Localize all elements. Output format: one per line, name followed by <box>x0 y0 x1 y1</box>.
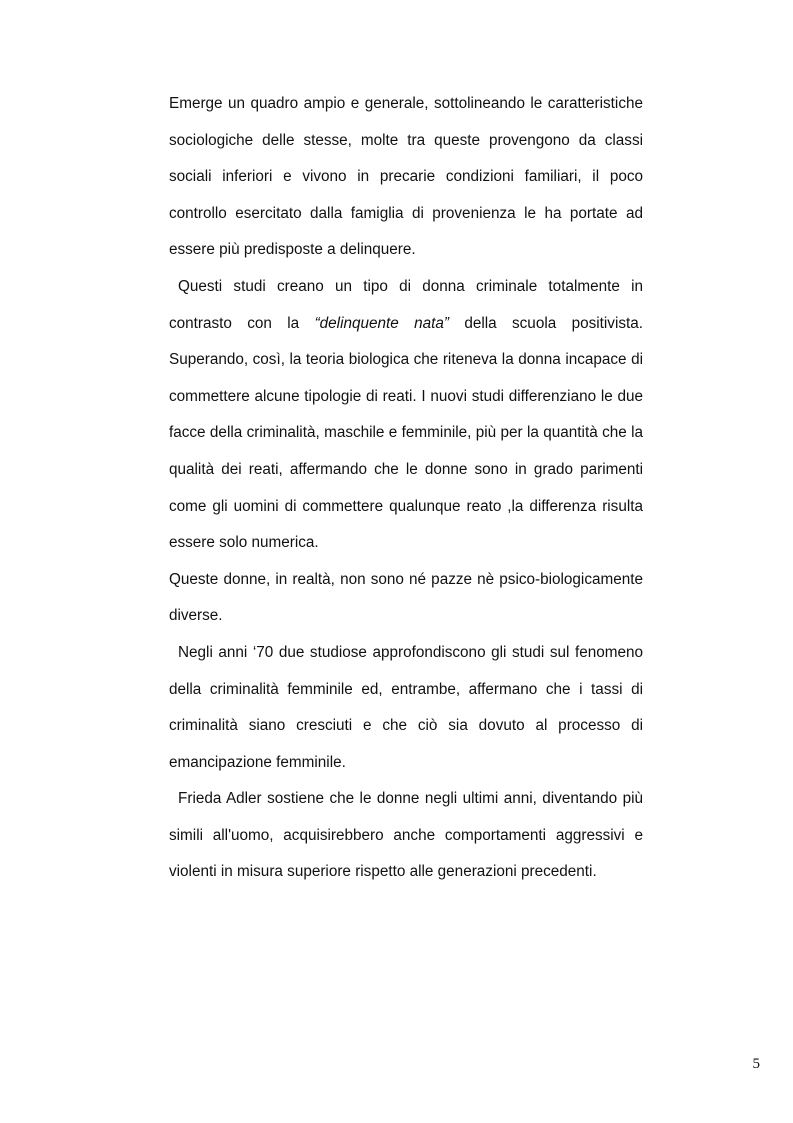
paragraph-2-after: della scuola positivista. Superando, così, la teoria biologica che riteneva la donna incapace di commettere alcune tipologie di reati. I nuovi studi differenziano le due facce della criminalità, maschile e femminile, più per la quantità che la qualità dei reati, affermando che le donne sono in grado parimenti come gli uomini di commettere qualunque reato ,la differenza risulta essere solo numerica. <box>169 314 643 552</box>
delinquente-nata-emphasis: “delinquente nata” <box>314 314 449 332</box>
paragraph-2 <box>169 269 643 562</box>
paragraph-3: Queste donne, in realtà, non sono né pazze nè psico-biologicamente diverse. <box>169 570 643 625</box>
paragraph-1: Emerge un quadro ampio e generale, sottolineando le caratteristiche sociologiche delle stesse, molte tra queste provengono da classi sociali inferiori e vivono in precarie condizioni familiari, il poco controllo esercitato dalla famiglia di provenienza le ha portate ad essere più predisposte a delinquere. <box>169 95 643 259</box>
page-number: 5 <box>752 1056 760 1072</box>
paragraph-2-before: Questi studi creano un tipo di donna criminale totalmente in contrasto con la <box>169 277 643 332</box>
paragraph-4: Negli anni ‘70 due studiose approfondiscono gli studi sul fenomeno della criminalità femminile ed, entrambe, affermano che i tassi di criminalità siano cresciuti e che ciò sia dovuto al processo di emancipazione femminile. <box>169 643 643 771</box>
paragraph-5: Frieda Adler sostiene che le donne negli ultimi anni, diventando più simili all'uomo, acquisirebbero anche comportamenti aggressivi e violenti in misura superiore rispetto alle generazioni precedenti. <box>169 790 643 881</box>
body-text <box>169 86 643 891</box>
